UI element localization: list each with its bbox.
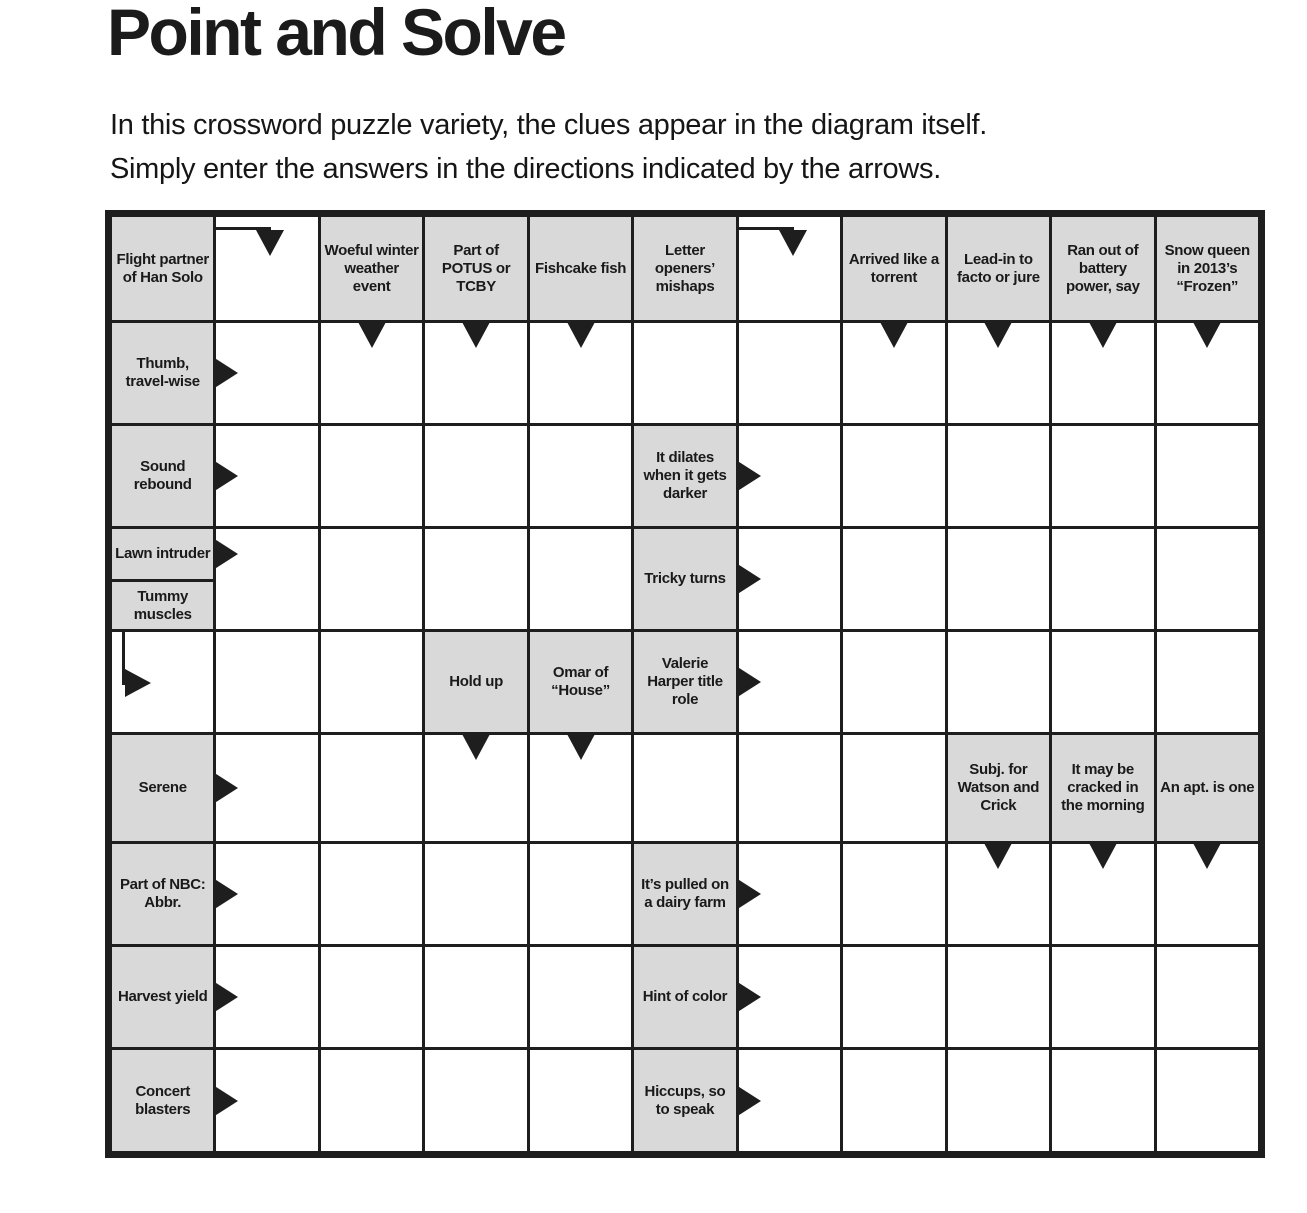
clue-cell-r9c1 xyxy=(112,1050,213,1151)
split-clue-top-r4c1 xyxy=(112,529,213,579)
answer-cell-r1c7[interactable] xyxy=(739,217,840,320)
answer-cell-r1c2[interactable] xyxy=(216,217,317,320)
clue-text: Subj. for Watson and Crick xyxy=(957,761,1040,814)
split-clue-bottom-r4c1 xyxy=(112,582,213,629)
answer-cell-r2c10[interactable] xyxy=(1052,323,1153,423)
answer-cell-r3c3[interactable] xyxy=(321,426,422,526)
right-arrow-icon xyxy=(736,981,761,1013)
clue-text: It dilates when it gets darker xyxy=(643,449,727,502)
clue-text: Omar of “House” xyxy=(551,664,610,699)
answer-cell-r3c5[interactable] xyxy=(530,426,631,526)
right-arrow-icon xyxy=(213,538,238,570)
answer-cell-r5c11[interactable] xyxy=(1157,632,1258,732)
answer-cell-r4c10[interactable] xyxy=(1052,529,1153,629)
down-arrow-icon xyxy=(462,322,490,348)
clue-text: Thumb, travel-wise xyxy=(125,355,200,390)
answer-cell-r4c4[interactable] xyxy=(425,529,526,629)
clue-text: Lawn intruder xyxy=(115,545,211,563)
clue-cell-r5c6 xyxy=(634,632,735,732)
down-arrow-icon xyxy=(1193,322,1221,348)
right-arrow-icon xyxy=(213,460,238,492)
right-arrow-icon xyxy=(736,563,761,595)
right-arrow-icon xyxy=(736,1085,761,1117)
clue-text: Hold up xyxy=(449,673,503,690)
answer-cell-r6c6[interactable] xyxy=(634,735,735,841)
answer-cell-r9c8[interactable] xyxy=(843,1050,944,1151)
answer-cell-r2c7[interactable] xyxy=(739,323,840,423)
clue-text: Hint of color xyxy=(642,988,728,1005)
answer-cell-r2c8[interactable] xyxy=(843,323,944,423)
answer-cell-r7c8[interactable] xyxy=(843,844,944,944)
right-arrow-icon xyxy=(213,981,238,1013)
answer-cell-r7c10[interactable] xyxy=(1052,844,1153,944)
down-arrow-icon xyxy=(1089,843,1117,869)
clue-cell-r7c1 xyxy=(112,844,213,944)
answer-cell-r8c5[interactable] xyxy=(530,947,631,1047)
answer-cell-r3c10[interactable] xyxy=(1052,426,1153,526)
clue-cell-r7c6 xyxy=(634,844,735,944)
answer-cell-r4c9[interactable] xyxy=(948,529,1049,629)
clue-text: Ran out of battery power, say xyxy=(1065,241,1140,295)
answer-cell-r2c4[interactable] xyxy=(425,323,526,423)
clue-text: Woeful winter weather event xyxy=(324,241,419,295)
answer-cell-r9c11[interactable] xyxy=(1157,1050,1258,1151)
clue-text: Part of NBC: Abbr. xyxy=(119,876,206,911)
answer-cell-r8c8[interactable] xyxy=(843,947,944,1047)
clue-cell-r6c10 xyxy=(1052,735,1153,841)
clue-cell-split-r4c1 xyxy=(112,529,213,629)
answer-cell-r8c11[interactable] xyxy=(1157,947,1258,1047)
answer-cell-r2c9[interactable] xyxy=(948,323,1049,423)
answer-cell-r2c11[interactable] xyxy=(1157,323,1258,423)
answer-cell-r9c10[interactable] xyxy=(1052,1050,1153,1151)
right-arrow-icon xyxy=(736,460,761,492)
clue-text: Harvest yield xyxy=(117,988,208,1005)
answer-cell-r7c11[interactable] xyxy=(1157,844,1258,944)
clue-cell-r1c1 xyxy=(112,217,213,320)
down-arrow-icon xyxy=(1089,322,1117,348)
down-arrow-icon xyxy=(567,322,595,348)
answer-cell-r9c4[interactable] xyxy=(425,1050,526,1151)
clue-text: Snow queen in 2013’s “Frozen” xyxy=(1164,241,1250,295)
answer-cell-r6c3[interactable] xyxy=(321,735,422,841)
instructions-line-1: In this crossword puzzle variety, the clues appear in the diagram itself. xyxy=(110,109,987,141)
down-arrow-icon xyxy=(984,322,1012,348)
clue-text: Valerie Harper title role xyxy=(647,655,723,708)
clue-cell-r8c1 xyxy=(112,947,213,1047)
answer-cell-r5c3[interactable] xyxy=(321,632,422,732)
puzzle-grid xyxy=(105,210,1265,1158)
clue-text: Letter openers’ mishaps xyxy=(654,241,716,295)
elbow-down-arrow-icon xyxy=(213,227,285,271)
answer-cell-r5c8[interactable] xyxy=(843,632,944,732)
clue-cell-r9c6 xyxy=(634,1050,735,1151)
right-arrow-icon xyxy=(736,666,761,698)
clue-text: Arrived like a torrent xyxy=(848,250,939,286)
clue-cell-r1c9 xyxy=(948,217,1049,320)
answer-cell-r8c3[interactable] xyxy=(321,947,422,1047)
clue-text: Part of POTUS or TCBY xyxy=(441,241,511,295)
down-arrow-icon xyxy=(462,734,490,760)
clue-cell-r1c6 xyxy=(634,217,735,320)
answer-cell-r4c11[interactable] xyxy=(1157,529,1258,629)
clue-cell-r1c4 xyxy=(425,217,526,320)
clue-cell-r3c6 xyxy=(634,426,735,526)
clue-cell-r4c6 xyxy=(634,529,735,629)
answer-cell-r3c8[interactable] xyxy=(843,426,944,526)
right-arrow-icon xyxy=(213,878,238,910)
clue-cell-r1c3 xyxy=(321,217,422,320)
elbow-down-arrow-icon xyxy=(736,227,808,271)
down-arrow-icon xyxy=(880,322,908,348)
clue-text: Serene xyxy=(138,779,187,796)
answer-cell-r7c4[interactable] xyxy=(425,844,526,944)
clue-text: Tricky turns xyxy=(644,570,726,587)
answer-cell-r5c9[interactable] xyxy=(948,632,1049,732)
clue-text: Hiccups, so to speak xyxy=(644,1082,726,1118)
answer-cell-r7c3[interactable] xyxy=(321,844,422,944)
answer-cell-r8c9[interactable] xyxy=(948,947,1049,1047)
page-title: Point and Solve xyxy=(107,0,565,69)
answer-cell-r8c4[interactable] xyxy=(425,947,526,1047)
clue-text: Lead-in to facto or jure xyxy=(956,250,1040,286)
answer-cell-r2c6[interactable] xyxy=(634,323,735,423)
answer-cell-r2c3[interactable] xyxy=(321,323,422,423)
answer-cell-r9c9[interactable] xyxy=(948,1050,1049,1151)
clue-cell-r3c1 xyxy=(112,426,213,526)
right-arrow-icon xyxy=(736,878,761,910)
clue-text: Flight partner of Han Solo xyxy=(116,250,209,286)
answer-cell-r6c4[interactable] xyxy=(425,735,526,841)
instructions xyxy=(110,103,1280,191)
clue-cell-r6c9 xyxy=(948,735,1049,841)
answer-cell-r9c5[interactable] xyxy=(530,1050,631,1151)
answer-cell-r8c10[interactable] xyxy=(1052,947,1153,1047)
clue-text: An apt. is one xyxy=(1160,779,1255,796)
clue-cell-r1c10 xyxy=(1052,217,1153,320)
clue-text: It’s pulled on a dairy farm xyxy=(641,876,729,911)
answer-cell-r4c3[interactable] xyxy=(321,529,422,629)
down-arrow-icon xyxy=(567,734,595,760)
clue-cell-r1c5 xyxy=(530,217,631,320)
answer-cell-r4c8[interactable] xyxy=(843,529,944,629)
right-arrow-icon xyxy=(213,357,238,389)
answer-cell-r6c7[interactable] xyxy=(739,735,840,841)
clue-cell-r1c11 xyxy=(1157,217,1258,320)
right-arrow-icon xyxy=(213,1085,238,1117)
clue-text: Fishcake fish xyxy=(534,259,627,277)
answer-cell-r3c4[interactable] xyxy=(425,426,526,526)
clue-cell-r2c1 xyxy=(112,323,213,423)
clue-text: Sound rebound xyxy=(133,458,192,493)
clue-cell-r6c1 xyxy=(112,735,213,841)
elbow-right-arrow-icon xyxy=(122,629,166,701)
clue-text: Tummy muscles xyxy=(133,587,192,623)
answer-cell-r7c9[interactable] xyxy=(948,844,1049,944)
answer-cell-r5c10[interactable] xyxy=(1052,632,1153,732)
instructions-line-2: Simply enter the answers in the directions indicated by the arrows. xyxy=(110,153,941,185)
clue-text: It may be cracked in the morning xyxy=(1061,761,1145,814)
clue-cell-r6c11 xyxy=(1157,735,1258,841)
answer-cell-r9c3[interactable] xyxy=(321,1050,422,1151)
answer-cell-r2c5[interactable] xyxy=(530,323,631,423)
clue-cell-r1c8 xyxy=(843,217,944,320)
answer-cell-r7c5[interactable] xyxy=(530,844,631,944)
answer-cell-r3c11[interactable] xyxy=(1157,426,1258,526)
answer-cell-r4c5[interactable] xyxy=(530,529,631,629)
clue-cell-r5c5 xyxy=(530,632,631,732)
answer-cell-r6c5[interactable] xyxy=(530,735,631,841)
answer-cell-r5c1[interactable] xyxy=(112,632,213,732)
down-arrow-icon xyxy=(1193,843,1221,869)
clue-text: Concert blasters xyxy=(135,1082,191,1118)
clue-cell-r8c6 xyxy=(634,947,735,1047)
down-arrow-icon xyxy=(358,322,386,348)
answer-cell-r3c9[interactable] xyxy=(948,426,1049,526)
right-arrow-icon xyxy=(213,772,238,804)
clue-cell-r5c4 xyxy=(425,632,526,732)
down-arrow-icon xyxy=(984,843,1012,869)
answer-cell-r6c8[interactable] xyxy=(843,735,944,841)
answer-cell-r5c2[interactable] xyxy=(216,632,317,732)
